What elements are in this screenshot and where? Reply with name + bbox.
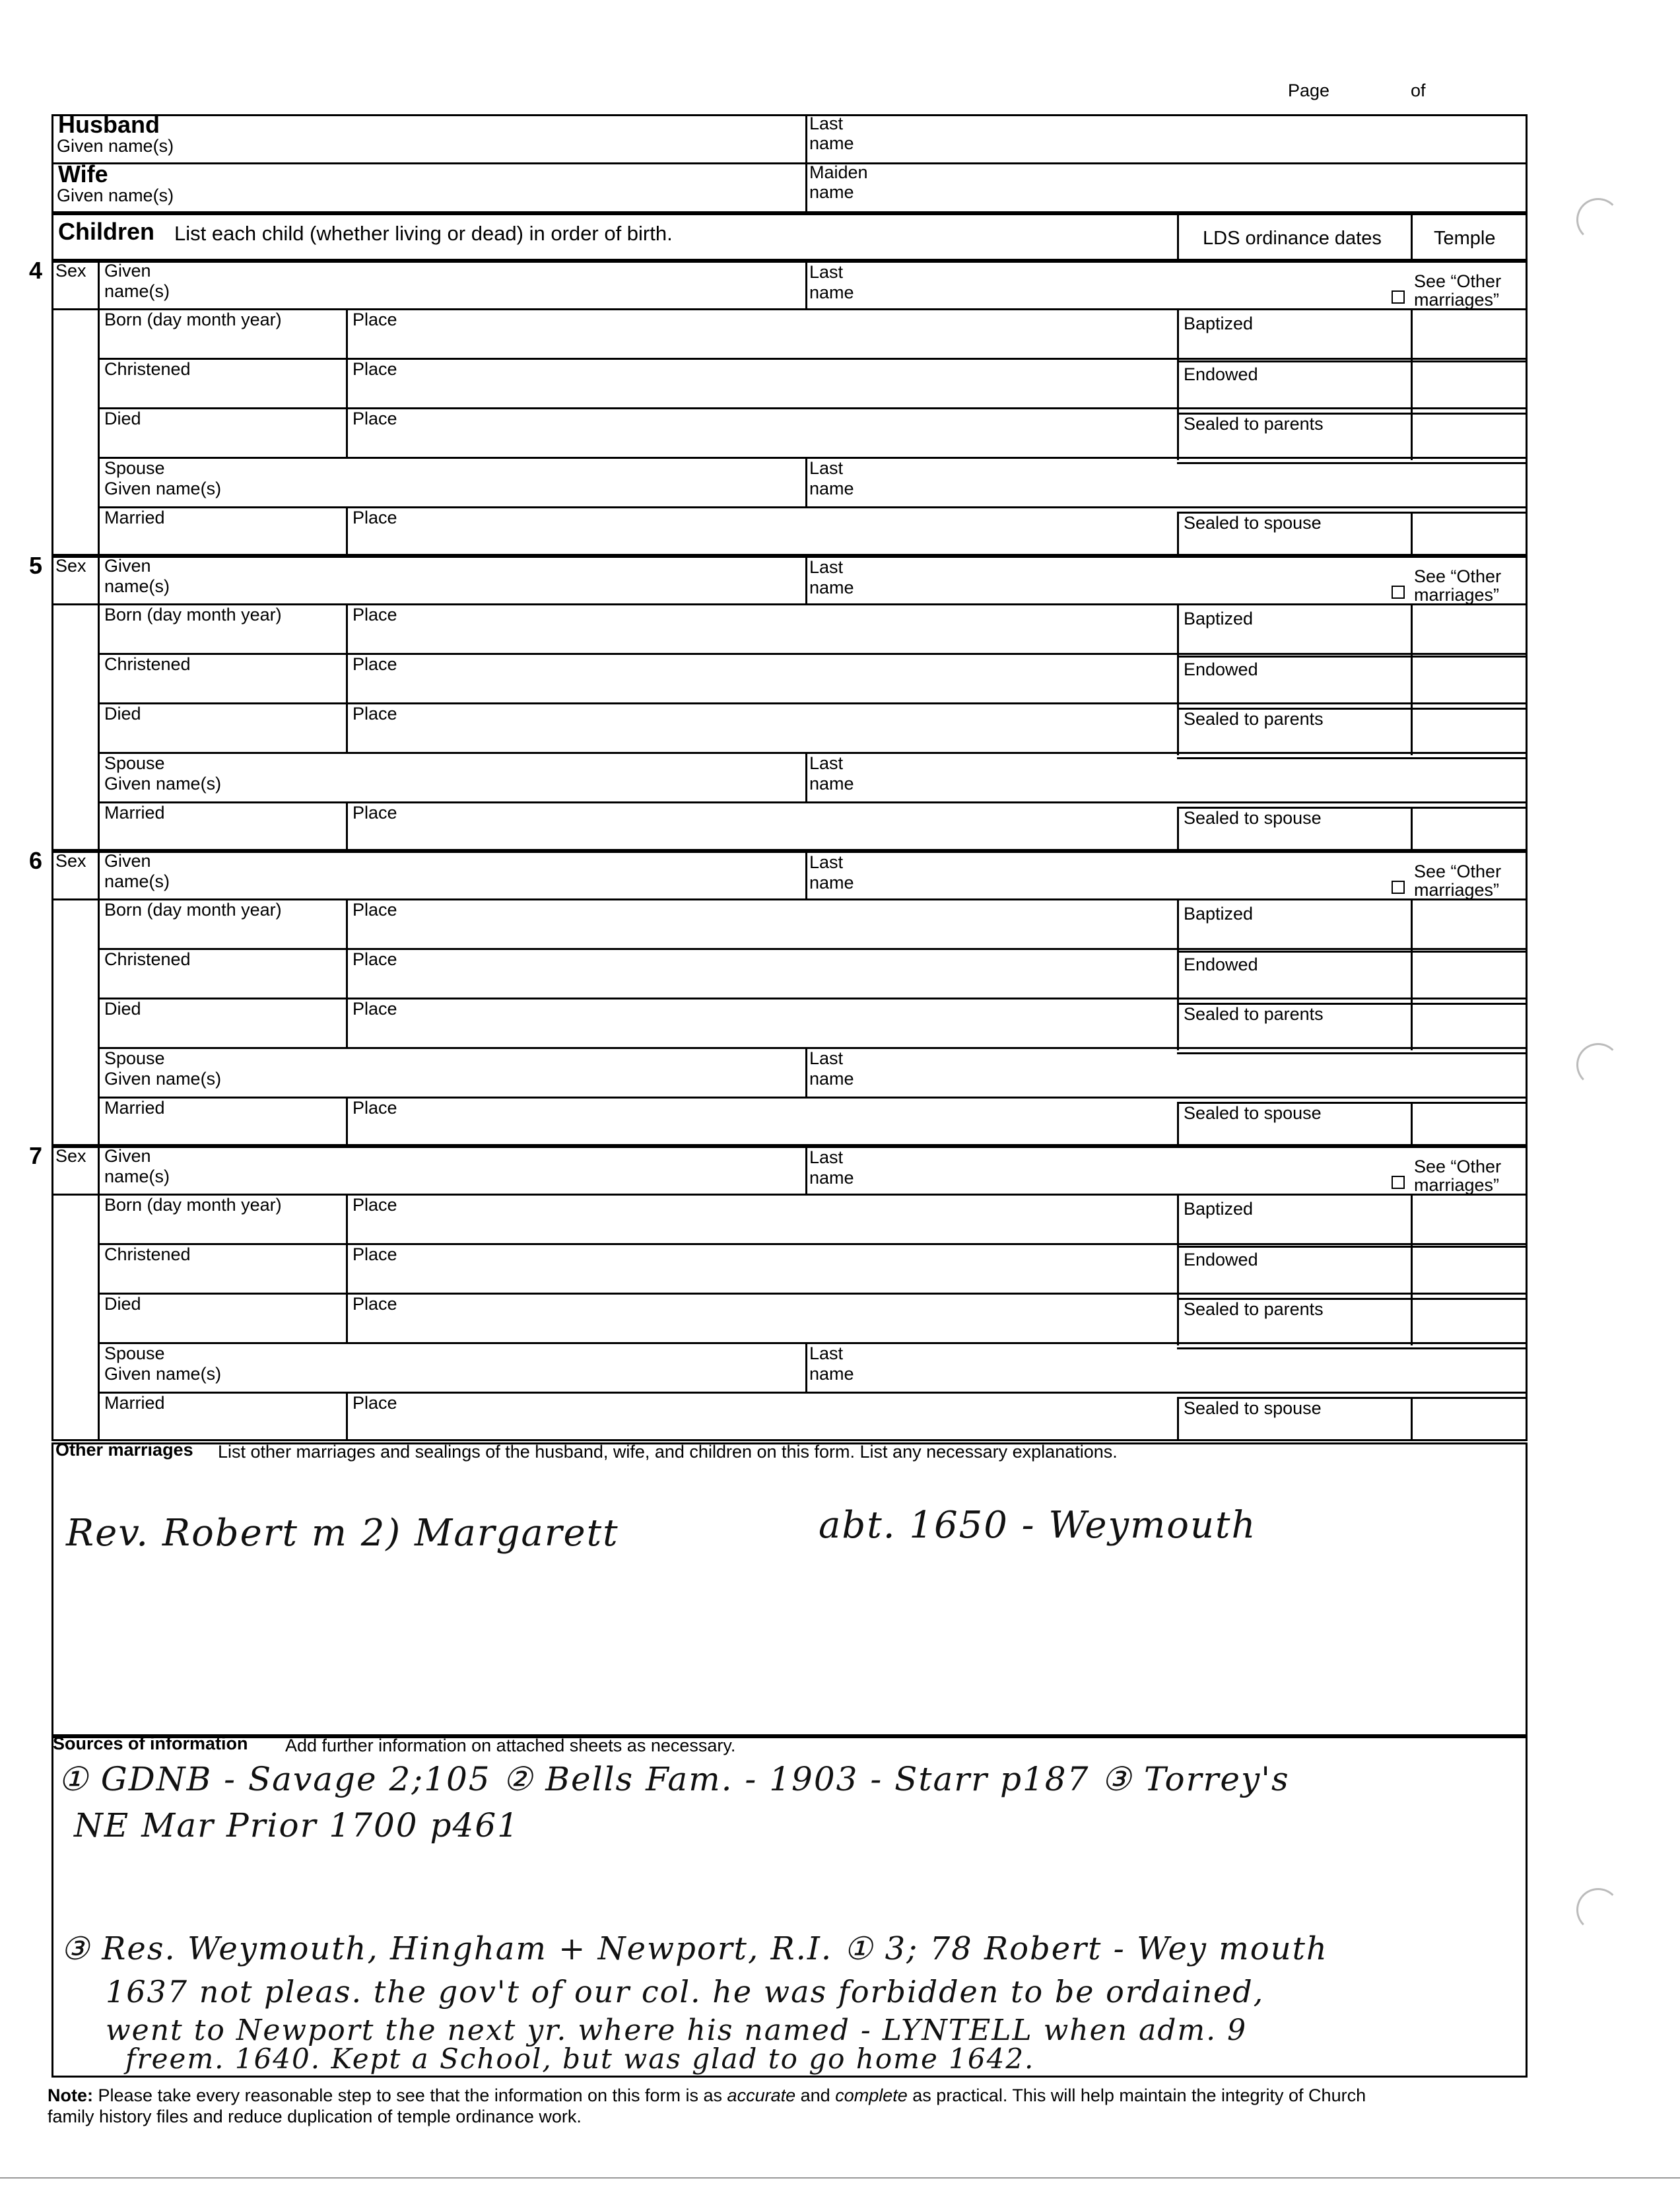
husband-given-label[interactable]: Given name(s): [57, 136, 174, 156]
last-name-field[interactable]: Last: [809, 1147, 844, 1167]
other-marriages-checkbox[interactable]: [1392, 290, 1405, 304]
see-other-marriages-label: See “Other: [1414, 862, 1502, 881]
baptized-field[interactable]: Baptized: [1184, 1199, 1254, 1219]
last-name-label-2: name: [809, 578, 854, 597]
married-place-field[interactable]: Place: [353, 1098, 397, 1118]
born-date-field[interactable]: Born (day month year): [104, 900, 282, 920]
punch-hole-icon: [1576, 1043, 1620, 1087]
married-date-field[interactable]: Married: [104, 508, 165, 527]
sex-field[interactable]: Sex: [55, 851, 86, 871]
note-accurate: accurate: [727, 2085, 796, 2105]
given-name-field[interactable]: Given: [104, 1146, 151, 1166]
sealed-to-spouse-field[interactable]: Sealed to spouse: [1184, 808, 1322, 828]
christened-place-field[interactable]: Place: [353, 1244, 397, 1264]
note-text-1: Please take every reasonable step to see that the information on this form is as: [98, 2085, 723, 2105]
spouse-given-name-field[interactable]: Spouse: [104, 458, 165, 478]
spouse-last-name-field[interactable]: Last: [809, 753, 844, 773]
last-name-field[interactable]: Last: [809, 262, 844, 282]
died-place-field[interactable]: Place: [353, 999, 397, 1019]
sources-line-5[interactable]: went to Newport the next yr. where his named - LYNTELL when adm. 9: [106, 2014, 1248, 2047]
married-date-field[interactable]: Married: [104, 803, 165, 823]
children-instruction: List each child (whether living or dead) in order of birth.: [174, 222, 673, 245]
sources-line-3[interactable]: ③ Res. Weymouth, Hingham + Newport, R.I. ① 3; 78 Robert - Wey mouth: [61, 1930, 1328, 1967]
born-place-field[interactable]: Place: [353, 900, 397, 920]
sex-field[interactable]: Sex: [55, 556, 86, 576]
see-other-marriages-label: See “Other: [1414, 566, 1502, 586]
see-other-marriages-label: See “Other: [1414, 271, 1502, 291]
baptized-field[interactable]: Baptized: [1184, 314, 1254, 333]
sealed-to-parents-field[interactable]: Sealed to parents: [1184, 1299, 1324, 1319]
born-date-field[interactable]: Born (day month year): [104, 1195, 282, 1215]
spouse-given-name-field[interactable]: Spouse: [104, 753, 165, 773]
born-place-field[interactable]: Place: [353, 605, 397, 625]
married-place-field[interactable]: Place: [353, 1393, 397, 1413]
spouse-given-name-label-2: Given name(s): [104, 479, 222, 498]
note: [48, 2085, 1539, 2127]
spouse-given-name-label-2: Given name(s): [104, 1069, 222, 1089]
sealed-to-spouse-field[interactable]: Sealed to spouse: [1184, 1398, 1322, 1418]
last-name-label-2: name: [809, 873, 854, 893]
died-date-field[interactable]: Died: [104, 999, 141, 1019]
wife-maiden-label[interactable]: Maiden: [809, 162, 868, 182]
note-text-3: family history files and reduce duplication of temple ordinance work.: [48, 2107, 582, 2126]
last-name-label-2: name: [809, 1168, 854, 1188]
given-name-field[interactable]: Given: [104, 556, 151, 576]
endowed-field[interactable]: Endowed: [1184, 1250, 1258, 1270]
last-name-label-2: name: [809, 283, 854, 302]
sealed-to-spouse-field[interactable]: Sealed to spouse: [1184, 1103, 1322, 1123]
other-marriages-title: Other marriages: [55, 1440, 193, 1460]
christened-date-field[interactable]: Christened: [104, 949, 191, 969]
see-other-marriages-label-2: marriages”: [1414, 585, 1500, 605]
husband-last-label-2: name: [809, 133, 854, 153]
wife-maiden-label-2: name: [809, 182, 854, 202]
spouse-last-name-field[interactable]: Last: [809, 1343, 844, 1363]
sex-field[interactable]: Sex: [55, 261, 86, 281]
given-name-label-2: name(s): [104, 871, 170, 891]
spouse-last-name-label-2: name: [809, 1364, 854, 1384]
died-date-field[interactable]: Died: [104, 1294, 141, 1314]
born-place-field[interactable]: Place: [353, 310, 397, 329]
page-label: Page: [1288, 81, 1330, 100]
married-place-field[interactable]: Place: [353, 803, 397, 823]
christened-date-field[interactable]: Christened: [104, 359, 191, 379]
spouse-last-name-label-2: name: [809, 774, 854, 794]
see-other-marriages-label-2: marriages”: [1414, 880, 1500, 900]
see-other-marriages-label-2: marriages”: [1414, 1175, 1500, 1195]
sources-title: Sources of information: [53, 1734, 248, 1753]
sealed-to-parents-field[interactable]: Sealed to parents: [1184, 709, 1324, 729]
child-number: 6: [29, 847, 43, 874]
christened-place-field[interactable]: Place: [353, 654, 397, 674]
other-marriages-entry-1[interactable]: Rev. Robert m 2) Margarett: [66, 1512, 619, 1555]
sources-line-4[interactable]: 1637 not pleas. the gov't of our col. he was forbidden to be ordained,: [106, 1974, 1265, 2010]
sources-line-2[interactable]: NE Mar Prior 1700 p461: [74, 1806, 520, 1845]
married-place-field[interactable]: Place: [353, 508, 397, 527]
baptized-field[interactable]: Baptized: [1184, 904, 1254, 924]
other-marriages-box: [51, 1442, 1528, 1736]
died-place-field[interactable]: Place: [353, 1294, 397, 1314]
note-label: Note:: [48, 2085, 93, 2105]
punch-hole-icon: [1576, 198, 1620, 242]
died-date-field[interactable]: Died: [104, 409, 141, 428]
note-complete: complete: [835, 2085, 908, 2105]
lds-ordinance-header: LDS ordinance dates: [1203, 228, 1382, 249]
spouse-last-name-label-2: name: [809, 479, 854, 498]
last-name-field[interactable]: Last: [809, 852, 844, 872]
spouse-last-name-label-2: name: [809, 1069, 854, 1089]
spouse-last-name-field[interactable]: Last: [809, 458, 844, 478]
spouse-given-name-label-2: Given name(s): [104, 774, 222, 794]
christened-place-field[interactable]: Place: [353, 359, 397, 379]
endowed-field[interactable]: Endowed: [1184, 660, 1258, 679]
other-marriages-checkbox[interactable]: [1392, 881, 1405, 894]
born-date-field[interactable]: Born (day month year): [104, 605, 282, 625]
child-number: 5: [29, 552, 43, 579]
other-marriages-checkbox[interactable]: [1392, 1176, 1405, 1189]
christened-date-field[interactable]: Christened: [104, 654, 191, 674]
note-text-2: as practical. This will help maintain the integrity of Church: [912, 2085, 1366, 2105]
last-name-field[interactable]: Last: [809, 557, 844, 577]
died-date-field[interactable]: Died: [104, 704, 141, 724]
died-place-field[interactable]: Place: [353, 409, 397, 428]
of-label: of: [1411, 81, 1426, 100]
punch-hole-icon: [1576, 1888, 1620, 1932]
sealed-to-spouse-field[interactable]: Sealed to spouse: [1184, 513, 1322, 533]
spouse-given-name-field[interactable]: Spouse: [104, 1343, 165, 1363]
see-other-marriages-label: See “Other: [1414, 1157, 1502, 1176]
note-and: and: [800, 2085, 830, 2105]
child-number: 7: [29, 1142, 43, 1169]
given-name-label-2: name(s): [104, 1167, 170, 1186]
born-date-field[interactable]: Born (day month year): [104, 310, 282, 329]
sex-field[interactable]: Sex: [55, 1146, 86, 1166]
spouse-given-name-field[interactable]: Spouse: [104, 1048, 165, 1068]
wife-given-label[interactable]: Given name(s): [57, 186, 174, 205]
given-name-field[interactable]: Given: [104, 851, 151, 871]
other-marriages-entry-2[interactable]: abt. 1650 - Weymouth: [819, 1504, 1257, 1547]
spouse-given-name-label-2: Given name(s): [104, 1364, 222, 1384]
died-place-field[interactable]: Place: [353, 704, 397, 724]
baptized-field[interactable]: Baptized: [1184, 609, 1254, 628]
other-marriages-checkbox[interactable]: [1392, 586, 1405, 599]
other-marriages-instruction: List other marriages and sealings of the husband, wife, and children on this form. List any necessary explanations.: [218, 1442, 1118, 1462]
sources-line-6[interactable]: freem. 1640. Kept a School, but was glad to go home 1642.: [125, 2043, 1035, 2075]
husband-last-label[interactable]: Last: [809, 114, 844, 133]
christened-date-field[interactable]: Christened: [104, 1244, 191, 1264]
husband-title: Husband: [58, 111, 160, 138]
sources-line-1[interactable]: ① GDNB - Savage 2;105 ② Bells Fam. - 1903 - Starr p187 ③ Torrey's: [58, 1760, 1290, 1798]
born-place-field[interactable]: Place: [353, 1195, 397, 1215]
sealed-to-parents-field[interactable]: Sealed to parents: [1184, 1004, 1324, 1024]
christened-place-field[interactable]: Place: [353, 949, 397, 969]
married-date-field[interactable]: Married: [104, 1098, 165, 1118]
married-date-field[interactable]: Married: [104, 1393, 165, 1413]
wife-title: Wife: [58, 160, 108, 187]
child-number: 4: [29, 257, 43, 284]
given-name-label-2: name(s): [104, 281, 170, 301]
children-title: Children: [58, 218, 155, 245]
given-name-label-2: name(s): [104, 576, 170, 596]
endowed-field[interactable]: Endowed: [1184, 955, 1258, 974]
sealed-to-parents-field[interactable]: Sealed to parents: [1184, 414, 1324, 434]
given-name-field[interactable]: Given: [104, 261, 151, 281]
endowed-field[interactable]: Endowed: [1184, 364, 1258, 384]
spouse-last-name-field[interactable]: Last: [809, 1048, 844, 1068]
see-other-marriages-label-2: marriages”: [1414, 290, 1500, 310]
sources-instruction: Add further information on attached sheets as necessary.: [285, 1736, 736, 1755]
temple-header: Temple: [1434, 228, 1496, 249]
